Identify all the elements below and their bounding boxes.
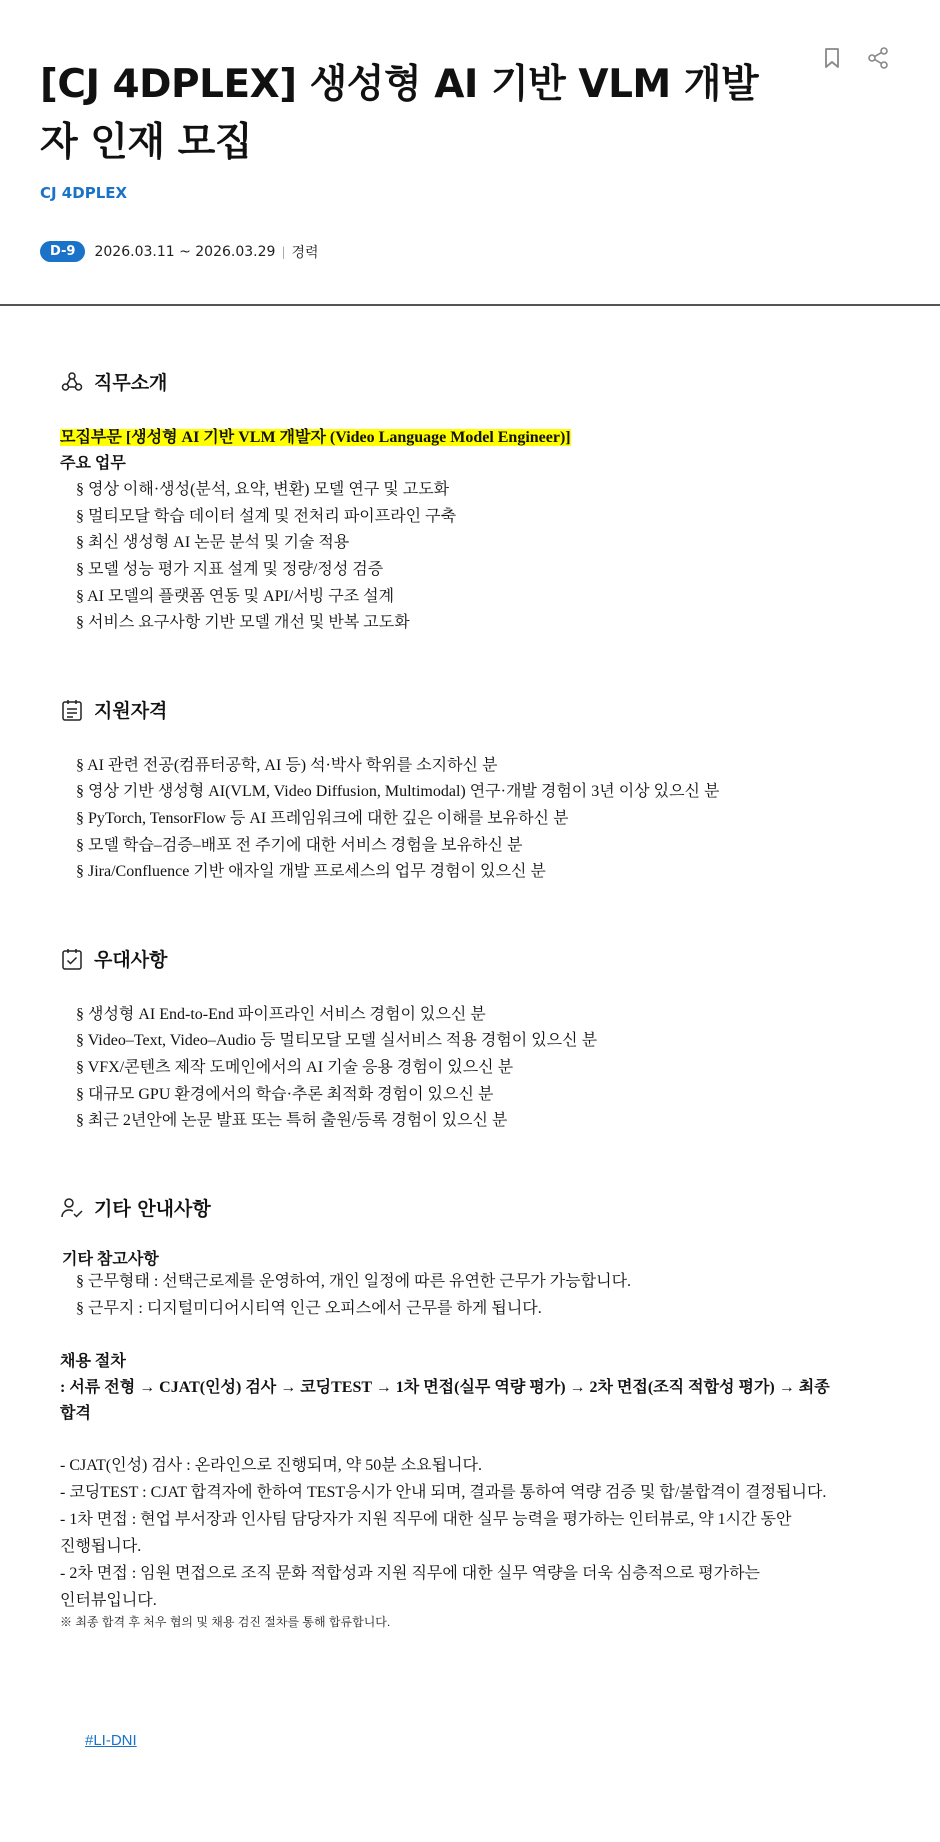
process-steps: : 서류 전형 → CJAT(인성) 검사 → 코딩TEST → 1차 면접(실무 역량 평가) → 2차 면접(조직 적합성 평가) → 최종 — [60, 1379, 830, 1396]
list-item: § AI 관련 전공(컴퓨터공학, AI 등) 석·박사 학위를 소지하신 분 — [76, 757, 498, 774]
list-item: § PyTorch, TensorFlow 등 AI 프레임워크에 대한 깊은 이해를 보유하신 분 — [76, 810, 569, 827]
bookmark-icon[interactable] — [818, 44, 846, 72]
process-note: 인터뷰입니다. — [60, 1592, 157, 1609]
list-item: § Video–Text, Video–Audio 등 멀티모달 모델 실서비스 적용 경험이 있으신 분 — [76, 1032, 598, 1049]
career-type: 경력 — [291, 244, 319, 261]
share-icon[interactable] — [864, 44, 892, 72]
job-title: [CJ 4DPLEX] 생성형 AI 기반 VLM 개발자 인재 모집 — [40, 62, 759, 165]
list-item: § AI 모델의 플랫폼 연동 및 API/서빙 구조 설계 — [76, 588, 395, 605]
list-item: § 모델 학습–검증–배포 전 주기에 대한 서비스 경험을 보유하신 분 — [76, 837, 523, 854]
hashtag-link[interactable]: #LI-DNI — [85, 1732, 137, 1749]
section-title: 직무소개 — [94, 372, 168, 394]
user-check-icon — [60, 1196, 84, 1220]
section-title: 지원자격 — [94, 700, 168, 722]
calendar-check-icon — [60, 947, 84, 971]
list-item: § 영상 기반 생성형 AI(VLM, Video Diffusion, Multimodal) 연구·개발 경험이 3년 이상 있으신 분 — [76, 783, 720, 800]
dday-badge: D-9 — [40, 241, 85, 262]
etc-ref-label: 기타 참고사항 — [62, 1251, 159, 1268]
process-note: - 코딩TEST : CJAT 합격자에 한하여 TEST응시가 안내 되며, 결과를 통하여 역량 검증 및 합/불합격이 결정됩니다. — [60, 1484, 827, 1501]
company-name[interactable]: CJ 4DPLEX — [40, 184, 128, 202]
list-item: § 모델 성능 평가 지표 설계 및 정량/정성 검증 — [76, 561, 384, 578]
header-actions — [818, 44, 892, 72]
section-etc-heading — [60, 1194, 211, 1221]
duties-label: 주요 업무 — [60, 455, 126, 472]
section-title: 우대사항 — [94, 949, 168, 971]
recruit-period: 2026.03.11 ~ 2026.03.29 — [94, 243, 276, 260]
list-item: § 최신 생성형 AI 논문 분석 및 기술 적용 — [76, 534, 350, 551]
list-item: § VFX/콘텐츠 제작 도메인에서의 AI 기술 응용 경험이 있으신 분 — [76, 1059, 514, 1076]
process-note: - 1차 면접 : 현업 부서장과 인사팀 담당자가 지원 직무에 대한 실무 능력을 평가하는 인터뷰로, 약 1시간 동안 — [60, 1511, 792, 1528]
list-item: § 근무형태 : 선택근로제를 운영하여, 개인 일정에 따른 유연한 근무가 가능합니다. — [76, 1273, 632, 1290]
list-item: § 생성형 AI End-to-End 파이프라인 서비스 경험이 있으신 분 — [76, 1006, 486, 1023]
section-title: 기타 안내사항 — [94, 1198, 211, 1220]
recruit-dept — [60, 424, 571, 447]
recruit-dept-text: 모집부문 [생성형 AI 기반 VLM 개발자 (Video Language Model Engineer)] — [60, 429, 571, 446]
clipboard-icon — [60, 698, 84, 722]
process-steps-cont: 합격 — [60, 1405, 91, 1422]
section-job-intro-heading — [60, 368, 167, 395]
section-preferred-heading — [60, 945, 167, 972]
list-item: § Jira/Confluence 기반 애자일 개발 프로세스의 업무 경험이 있으신 분 — [76, 863, 546, 880]
list-item: § 근무지 : 디지털미디어시티역 인근 오피스에서 근무를 하게 됩니다. — [76, 1300, 542, 1317]
section-qualifications-heading — [60, 696, 167, 723]
nodes-icon — [60, 370, 84, 394]
list-item: § 멀티모달 학습 데이터 설계 및 전처리 파이프라인 구축 — [76, 508, 457, 525]
process-note: - CJAT(인성) 검사 : 온라인으로 진행되며, 약 50분 소요됩니다. — [60, 1457, 483, 1474]
job-meta — [40, 241, 319, 262]
process-label: 채용 절차 — [60, 1353, 126, 1370]
list-item: § 대규모 GPU 환경에서의 학습·추론 최적화 경험이 있으신 분 — [76, 1086, 494, 1103]
list-item: § 서비스 요구사항 기반 모델 개선 및 반복 고도화 — [76, 614, 410, 631]
list-item: § 최근 2년안에 논문 발표 또는 특허 출원/등록 경험이 있으신 분 — [76, 1112, 508, 1129]
footnote: ※ 최종 합격 후 처우 협의 및 채용 검진 절차를 통해 합류합니다. — [60, 1615, 391, 1629]
list-item: § 영상 이해·생성(분석, 요약, 변환) 모델 연구 및 고도화 — [76, 481, 450, 498]
meta-divider: | — [281, 244, 286, 259]
job-header — [0, 0, 940, 306]
process-note: - 2차 면접 : 임원 면접으로 조직 문화 적합성과 지원 직무에 대한 실무 역량을 더욱 심층적으로 평가하는 — [60, 1565, 761, 1582]
process-note: 진행됩니다. — [60, 1538, 142, 1555]
